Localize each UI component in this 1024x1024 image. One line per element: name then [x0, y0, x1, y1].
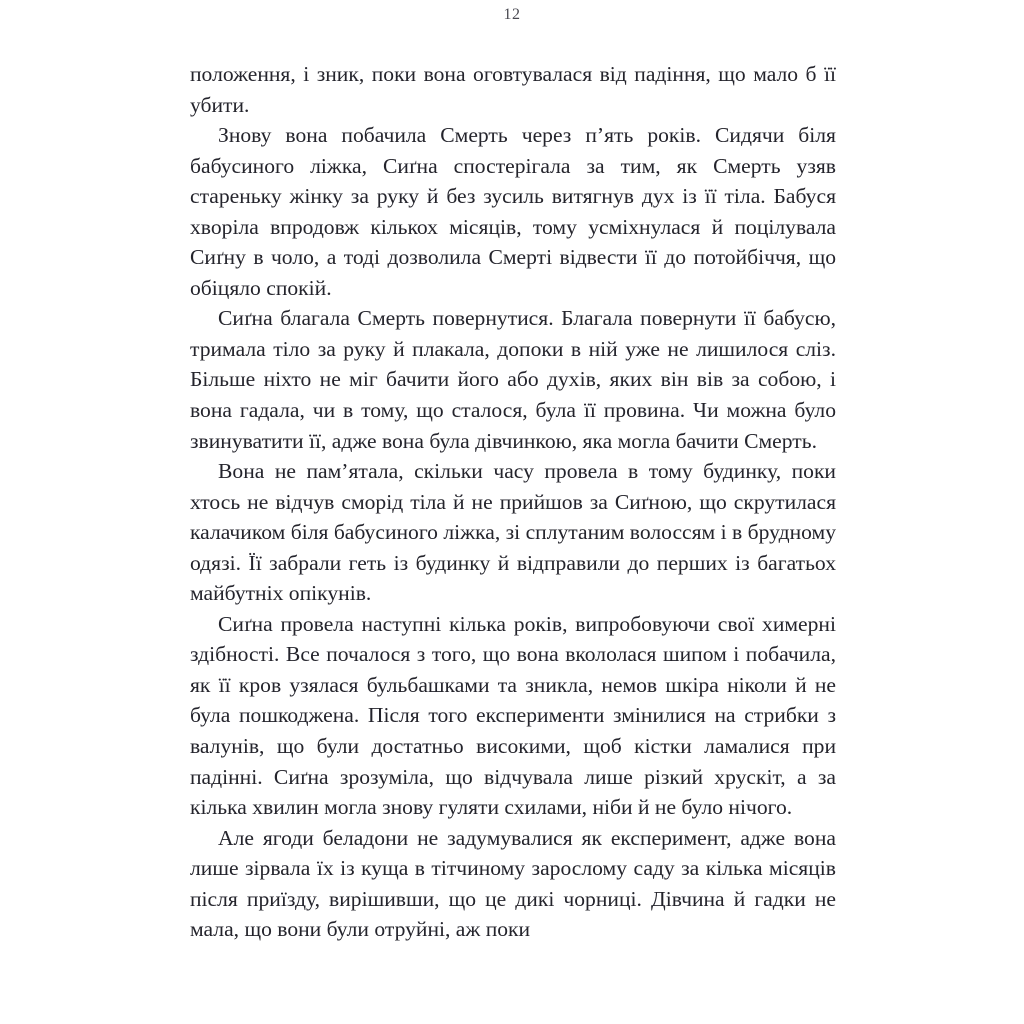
paragraph: положення, і зник, поки вона оговтувалася від падіння, що мало б її убити. [190, 62, 836, 117]
paragraph: Вона не пам’ятала, скільки часу провела в тому будинку, поки хтось не відчув сморід тіла й не прийшов за Сиґною, що скрутилася калачиком біля бабусиного ліжка, зі сплутаним волоссям і в брудному одязі. Її забрали геть із будинку й відправили до перших із багатьох майбутніх опікунів. [190, 459, 836, 606]
paragraph: Знову вона побачила Смерть через п’ять років. Сидячи біля бабусиного ліжка, Сиґна спостерігала за тим, як Смерть узяв стареньку жінку за руку й без зусиль витягнув дух із її тіла. Бабуся хворіла впродовж кількох місяців, тому усміхнулася й поцілувала Сиґну в чоло, а тоді дозволила Смерті відвести її до потойбіччя, що обіцяло спокій. [190, 123, 836, 300]
page-number: 12 [503, 6, 521, 23]
paragraph: Сиґна благала Смерть повернутися. Благала повернути її бабусю, тримала тіло за руку й плакала, допоки в ній уже не лишилося сліз. Більше ніхто не міг бачити його або духів, яких він вів за собою, і вона гадала, чи в тому, що сталося, була її провина. Чи можна було звинуватити її, адже вона була дівчинкою, яка могла бачити Смерть. [190, 306, 836, 453]
paragraph: Але ягоди беладони не задумувалися як експеримент, адже вона лише зірвала їх із куща в тітчиному зарослому саду за кілька місяців після приїзду, вирішивши, що це дикі чорниці. Дівчина й гадки не мала, що вони були отруйні, аж поки [190, 825, 836, 942]
paragraph: Сиґна провела наступні кілька років, випробовуючи свої химерні здібності. Все почалося з того, що вона вкололася шипом і побачила, як її кров узялася бульбашками та зникла, немов шкіра ніколи й не була пошкоджена. Після того експерименти змінилися на стрибки з валунів, що були достатньо високими, щоб кістки ламалися при падінні. Сиґна зрозуміла, що відчувала лише різкий хрускіт, а за кілька хвилин могла знову гуляти схилами, ніби й не було нічого. [190, 611, 836, 820]
body-text-block [190, 59, 836, 945]
